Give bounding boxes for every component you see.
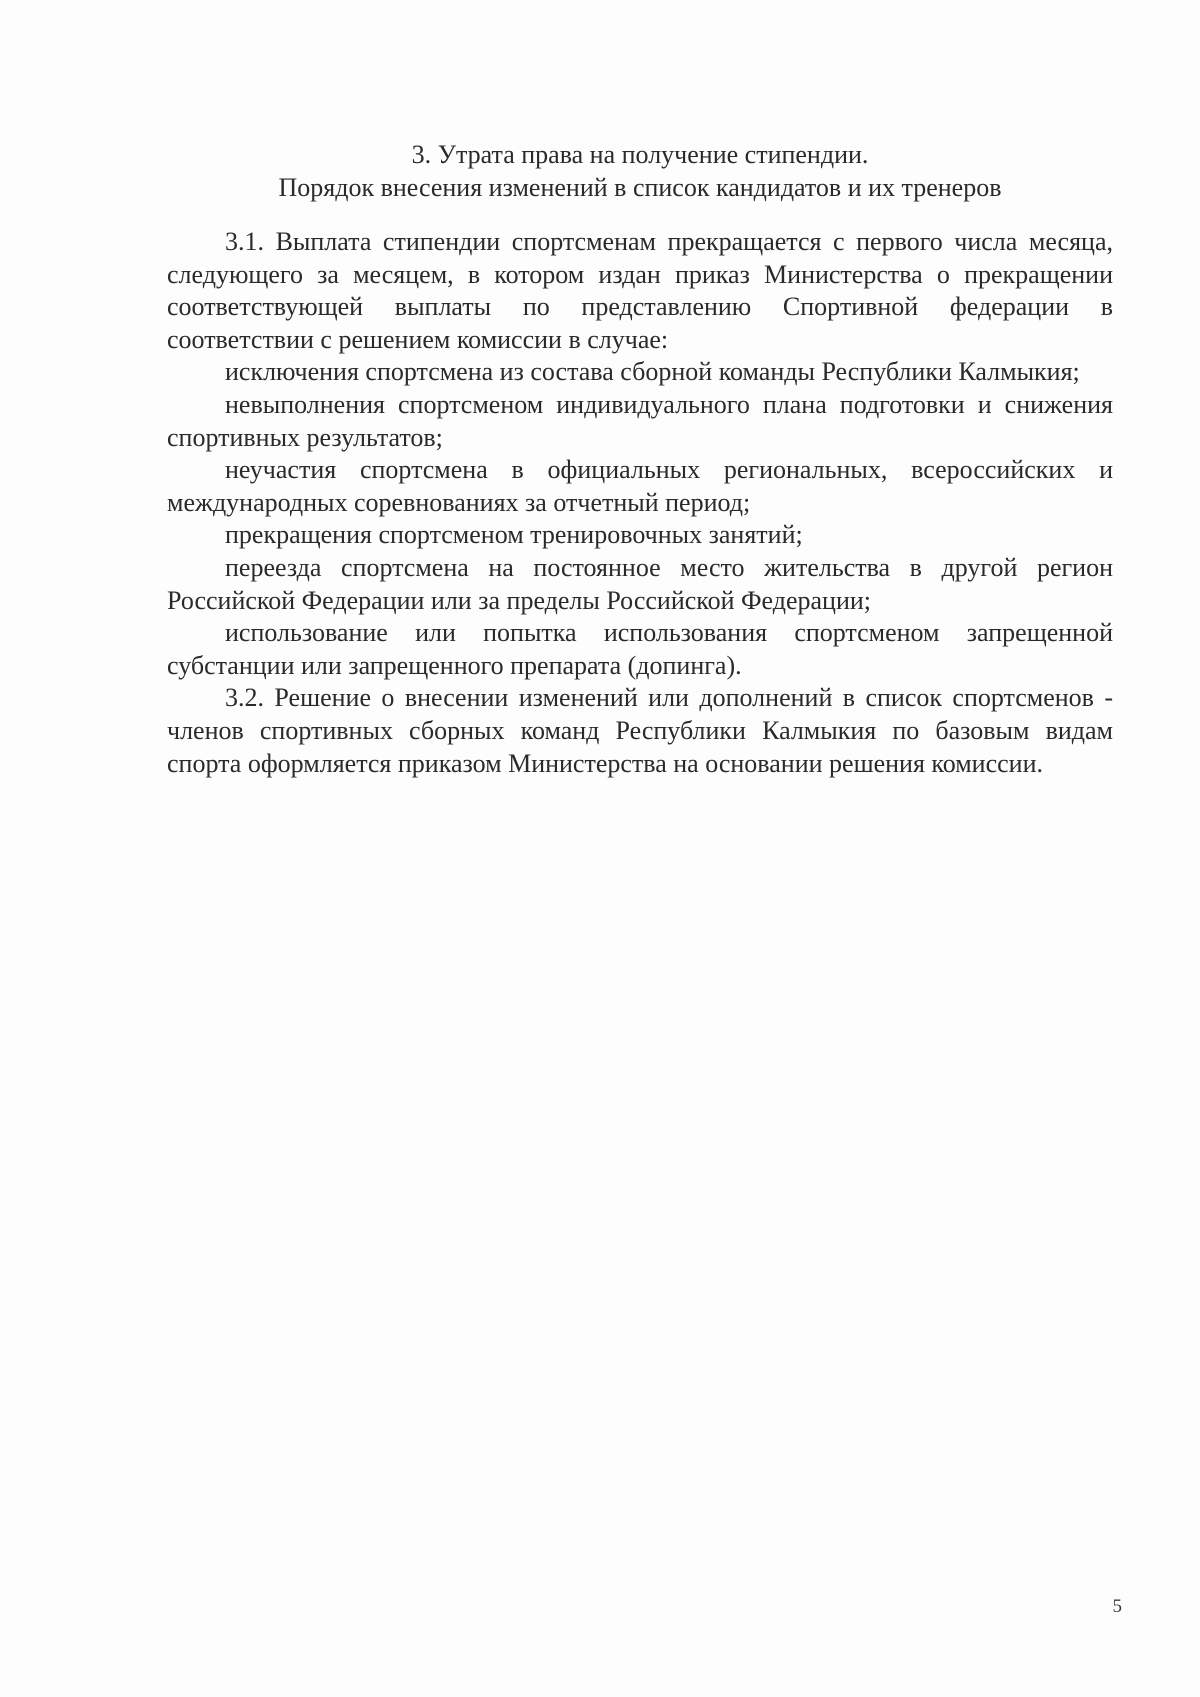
list-item: невыполнения спортсменом индивидуального плана подготовки и снижения спортивных результатов; bbox=[167, 389, 1113, 452]
document-body bbox=[167, 226, 1113, 780]
list-item: исключения спортсмена из состава сборной команды Республики Калмыкия; bbox=[225, 357, 1080, 387]
list-item: переезда спортсмена на постоянное место жительства в другой регион Российской Федерации или за пределы Российской Федерации; bbox=[167, 552, 1113, 615]
section-subtitle: Порядок внесения изменений в список кандидатов и их тренеров bbox=[278, 173, 1002, 202]
page-number: 5 bbox=[1112, 1596, 1122, 1617]
list-item: неучастия спортсмена в официальных региональных, всероссийских и международных соревнованиях за отчетный период; bbox=[167, 455, 1113, 517]
section-heading bbox=[150, 138, 1130, 204]
list-item: использование или попытка использования спортсменом запрещенной субстанции или запрещенного препарата (допинга). bbox=[167, 618, 1113, 680]
section-title: 3. Утрата права на получение стипендии. bbox=[411, 140, 869, 169]
paragraph-3-2: 3.2. Решение о внесении изменений или дополнений в список спортсменов - членов спортивных сборных команд Республики Калмыкия по базовым видам спорта оформляется приказом Министерства на основании решения комиссии. bbox=[167, 683, 1113, 778]
list-item: прекращения спортсменом тренировочных занятий; bbox=[225, 520, 803, 550]
paragraph-3-1: 3.1. Выплата стипендии спортсменам прекращается с первого числа месяца, следующего за месяцем, в котором издан приказ Министерства о прекращении соответствующей выплаты по представлению Спортивной федерации в соответствии с решением комиссии в случае: bbox=[167, 227, 1113, 354]
